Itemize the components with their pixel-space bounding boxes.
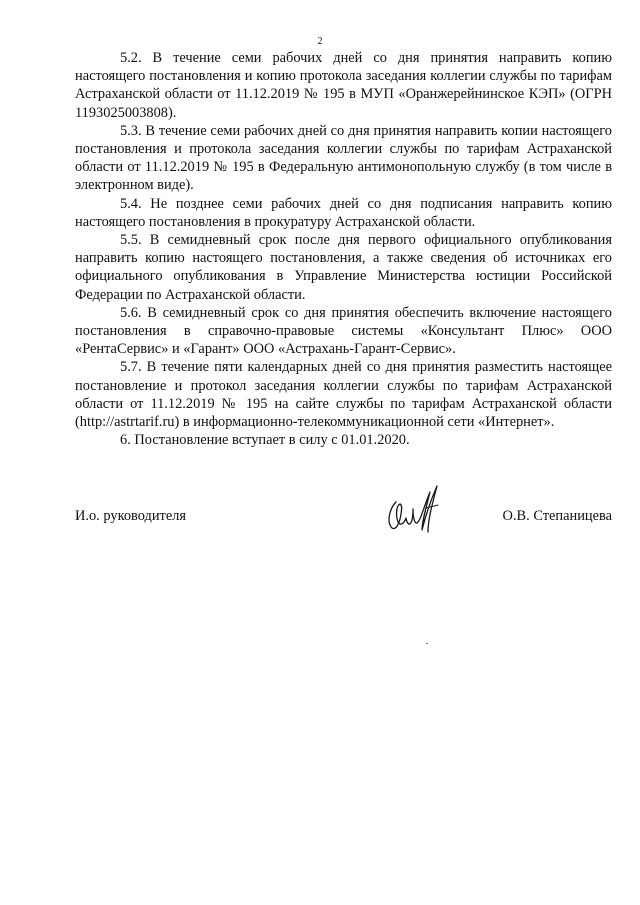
signature-block	[75, 508, 612, 538]
document-body	[75, 49, 612, 449]
paragraph-5-3: 5.3. В течение семи рабочих дней со дня принятия направить копии настоящего постановления и протокола заседания коллегии службы по тарифам Астраханской области от 11.12.2019 № 195 в Федеральную антимонопольную службу (в том числе в электронном виде).	[75, 122, 612, 194]
page-number: 2	[317, 36, 323, 47]
paragraph-5-6: 5.6. В семидневный срок со дня принятия обеспечить включение настоящего постановления в справочно-правовые системы «Консультант Плюс» ООО «РентаСервис» и «Гарант» ООО «Астрахань-Гарант-Сервис».	[75, 304, 612, 358]
scan-speck	[426, 643, 428, 644]
handwritten-signature	[382, 478, 450, 538]
paragraph-5-7: 5.7. В течение пяти календарных дней со дня принятия разместить настоящее постановление и протокол заседания коллегии службы по тарифам Астраханской области от 11.12.2019 № 195 на сайте службы по тарифам Астраханской области (http://astrtarif.ru) в информационно-телекоммуникационной сети «Интернет».	[75, 359, 612, 431]
paragraph-5-2: 5.2. В течение семи рабочих дней со дня принятия направить копию настоящего постановления и копию протокола заседания коллегии службы по тарифам Астраханской области от 11.12.2019 № 195 в МУП «Оранжерейнинское КЭП» (ОГРН 1193025003808).	[75, 50, 612, 121]
paragraph-5-4: 5.4. Не позднее семи рабочих дней со дня подписания направить копию настоящего постановления в прокуратуру Астраханской области.	[75, 195, 612, 230]
paragraph-5-5: 5.5. В семидневный срок после дня первого официального опубликования направить копию настоящего постановления, а также сведения об источниках его официального опубликования в Управление Министерства юстиции Российской Федерации по Астраханской области.	[75, 232, 612, 303]
signatory-name: О.В. Степаницева	[502, 508, 612, 524]
signatory-position: И.о. руководителя	[75, 508, 187, 524]
paragraph-6: 6. Постановление вступает в силу с 01.01.2020.	[120, 432, 410, 449]
